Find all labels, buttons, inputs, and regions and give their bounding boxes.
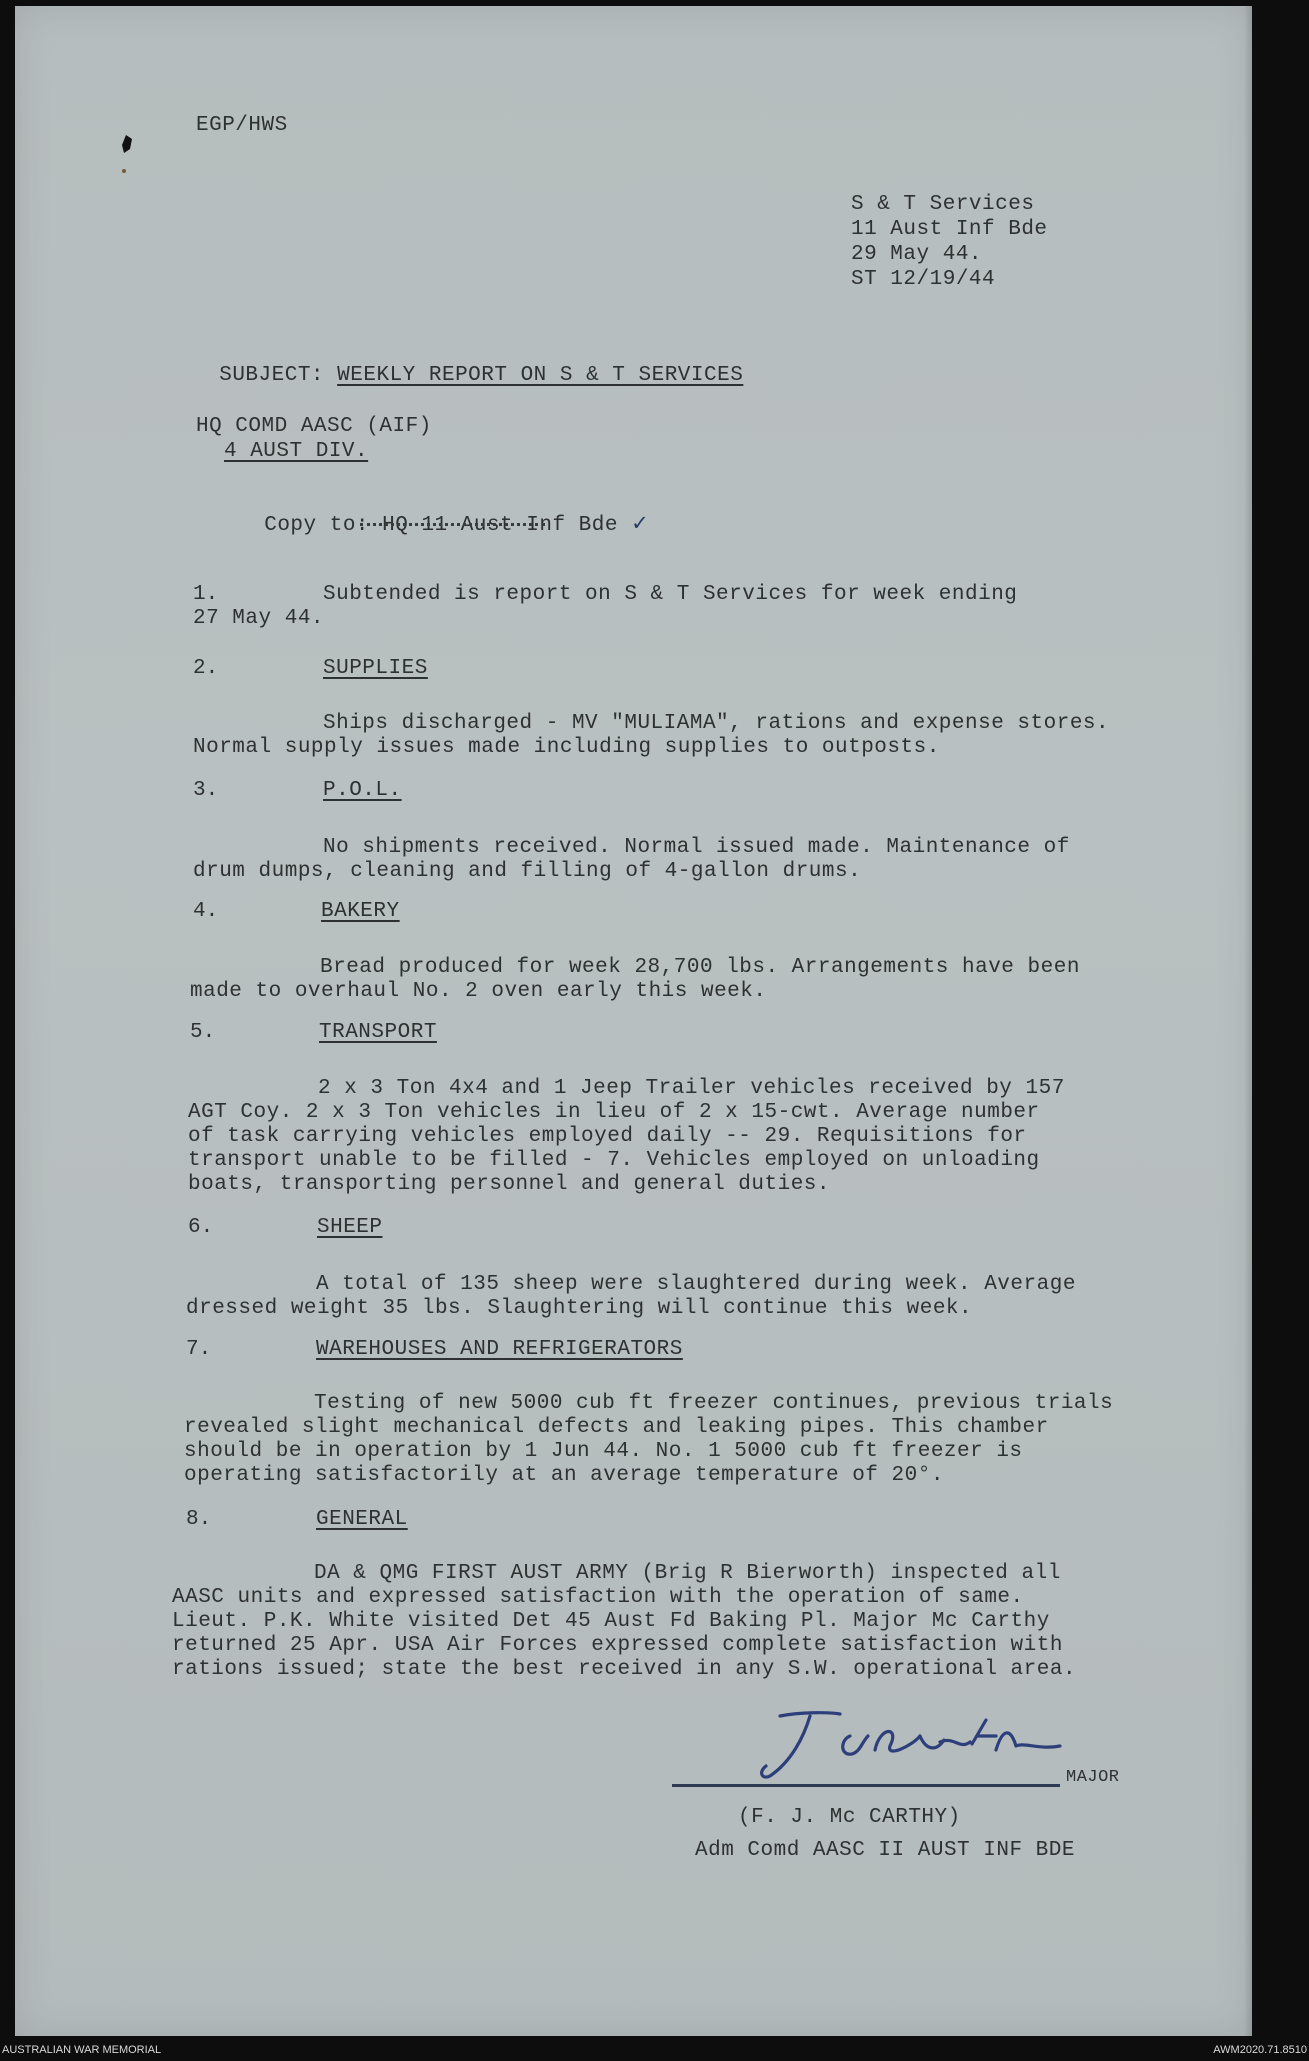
section-number: 3. bbox=[193, 779, 219, 802]
body-line: 27 May 44. bbox=[193, 607, 325, 630]
body-line: Subtended is report on S & T Services for week ending bbox=[323, 583, 1018, 606]
sender-line: S & T Services bbox=[851, 193, 1035, 216]
file-reference: EGP/HWS bbox=[196, 114, 288, 137]
handwritten-signature bbox=[740, 1706, 1080, 1786]
section-number: 2. bbox=[193, 657, 219, 680]
ink-blot-mark bbox=[118, 133, 138, 183]
section-heading: SUPPLIES bbox=[323, 657, 428, 680]
body-line: Ships discharged - MV "MULIAMA", rations and expense stores. bbox=[323, 712, 1110, 735]
signatory-name: (F. J. Mc CARTHY) bbox=[738, 1806, 961, 1829]
copy-to-text: Copy to: HQ 11 Aust Inf Bde bbox=[264, 514, 618, 537]
body-line: AASC units and expressed satisfaction with the operation of same. bbox=[172, 1586, 1024, 1609]
sender-line: 11 Aust Inf Bde bbox=[851, 218, 1048, 241]
body-line: Bread produced for week 28,700 lbs. Arrangements have been bbox=[320, 956, 1080, 979]
section-heading: WAREHOUSES AND REFRIGERATORS bbox=[316, 1338, 683, 1361]
subject-label: SUBJECT: bbox=[219, 364, 325, 387]
section-heading: GENERAL bbox=[316, 1508, 408, 1531]
section-heading: BAKERY bbox=[321, 900, 400, 923]
section-body bbox=[193, 712, 1109, 760]
body-line: No shipments received. Normal issued made. Maintenance of bbox=[323, 836, 1070, 859]
section-heading: TRANSPORT bbox=[319, 1021, 437, 1044]
body-line: 2 x 3 Ton 4x4 and 1 Jeep Trailer vehicles received by 157 bbox=[318, 1077, 1065, 1100]
section-heading: P.O.L. bbox=[323, 779, 402, 802]
body-line: dressed weight 35 lbs. Slaughtering will continue this week. bbox=[186, 1297, 973, 1320]
sender-line: 29 May 44. bbox=[851, 243, 983, 266]
section-number: 6. bbox=[188, 1216, 214, 1239]
section-number: 8. bbox=[186, 1508, 212, 1531]
subject-text: WEEKLY REPORT ON S & T SERVICES bbox=[337, 364, 744, 387]
body-line: Lieut. P.K. White visited Det 45 Aust Fd Baking Pl. Major Mc Carthy bbox=[172, 1610, 1050, 1633]
dashed-divider bbox=[360, 523, 545, 526]
archive-footer-right: AWM2020.71.8510 bbox=[1213, 2044, 1307, 2056]
section-number: 1. bbox=[193, 583, 219, 606]
body-line: Normal supply issues made including supplies to outposts. bbox=[193, 736, 940, 759]
section-body bbox=[190, 956, 1080, 1004]
archive-footer-left: AUSTRALIAN WAR MEMORIAL bbox=[2, 2044, 162, 2056]
body-line: Testing of new 5000 cub ft freezer continues, previous trials bbox=[314, 1392, 1114, 1415]
body-line: rations issued; state the best received in any S.W. operational area. bbox=[172, 1658, 1077, 1681]
section-number: 5. bbox=[190, 1021, 216, 1044]
section-body bbox=[172, 1562, 1076, 1682]
body-line: made to overhaul No. 2 oven early this week. bbox=[190, 980, 767, 1003]
section-heading: SHEEP bbox=[317, 1216, 383, 1239]
body-line: boats, transporting personnel and general duties. bbox=[188, 1173, 831, 1196]
body-line: DA & QMG FIRST AUST ARMY (Brig R Bierworth) inspected all bbox=[314, 1562, 1061, 1585]
sender-line: ST 12/19/44 bbox=[851, 268, 996, 291]
page-edge bbox=[1244, 6, 1252, 2036]
body-line: drum dumps, cleaning and filling of 4-gallon drums. bbox=[193, 860, 862, 883]
body-line: AGT Coy. 2 x 3 Ton vehicles in lieu of 2 x 15-cwt. Average number bbox=[188, 1101, 1040, 1124]
section-body bbox=[188, 1077, 1065, 1197]
signature-line bbox=[672, 1784, 1060, 1787]
body-line: returned 25 Apr. USA Air Forces expressed complete satisfaction with bbox=[172, 1634, 1063, 1657]
section-body bbox=[193, 836, 1070, 884]
section-body bbox=[184, 1392, 1113, 1488]
addressee-line: 4 AUST DIV. bbox=[224, 440, 369, 463]
section-body bbox=[186, 1273, 1076, 1321]
section-number: 7. bbox=[186, 1338, 212, 1361]
signature-rank: MAJOR bbox=[1066, 1768, 1120, 1787]
tick-mark: ✓ bbox=[631, 511, 650, 535]
body-line: revealed slight mechanical defects and leaking pipes. This chamber bbox=[184, 1416, 1049, 1439]
body-line: should be in operation by 1 Jun 44. No. 1 5000 cub ft freezer is bbox=[184, 1440, 1023, 1463]
section-body bbox=[193, 583, 1017, 631]
body-line: A total of 135 sheep were slaughtered during week. Average bbox=[316, 1273, 1076, 1296]
addressee-line: HQ COMD AASC (AIF) bbox=[196, 415, 432, 438]
body-line: operating satisfactorily at an average temperature of 20°. bbox=[184, 1464, 944, 1487]
copy-to-line bbox=[238, 488, 649, 537]
section-number: 4. bbox=[193, 900, 219, 923]
body-line: of task carrying vehicles employed daily -- 29. Requisitions for bbox=[188, 1125, 1027, 1148]
body-line: transport unable to be filled - 7. Vehicles employed on unloading bbox=[188, 1149, 1040, 1172]
signatory-title: Adm Comd AASC II AUST INF BDE bbox=[695, 1839, 1075, 1862]
subject-line bbox=[193, 341, 743, 387]
